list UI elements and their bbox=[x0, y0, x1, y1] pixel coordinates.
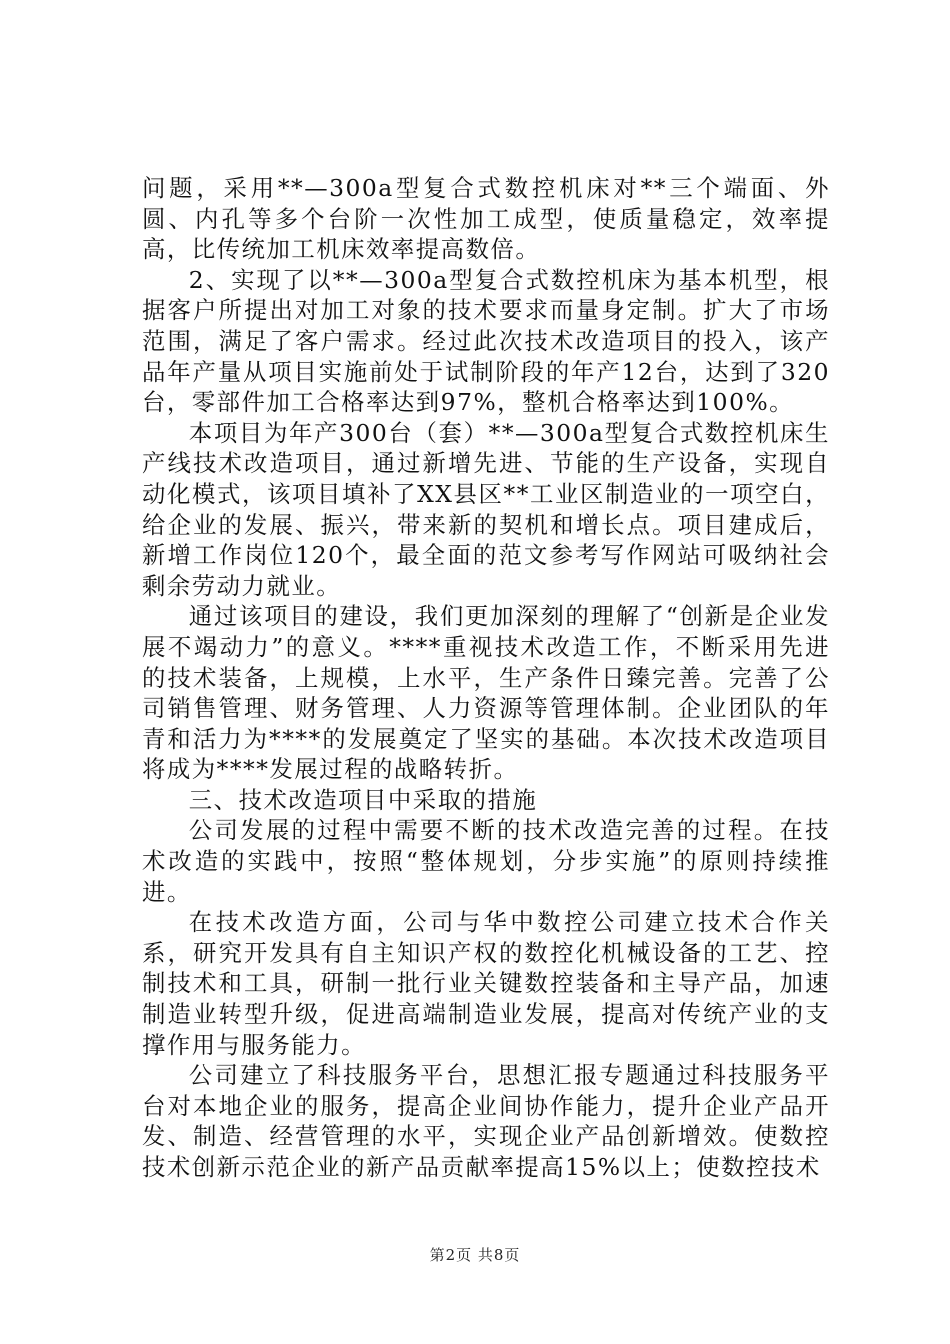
document-body bbox=[142, 173, 830, 1183]
page-number-footer: 第2页 共8页 bbox=[429, 1246, 521, 1264]
paragraph-2: 2、实现了以**—300a型复合式数控机床为基本机型，根据客户所提出对加工对象的技术要求而量身定制。扩大了市场范围，满足了客户需求。经过此次技术改造项目的投入，该产品年产量从项目实施前处于试制阶段的年产12台，达到了320台，零部件加工合格率达到97%，整机合格率达到100%。 bbox=[142, 265, 830, 417]
paragraph-3: 本项目为年产300台（套）**—300a型复合式数控机床生产线技术改造项目，通过新增先进、节能的生产设备，实现自动化模式，该项目填补了XX县区**工业区制造业的一项空白，给企业的发展、振兴，带来新的契机和增长点。项目建成后，新增工作岗位120个，最全面的范文参考写作网站可吸纳社会剩余劳动力就业。 bbox=[142, 418, 830, 600]
paragraph-5: 公司发展的过程中需要不断的技术改造完善的过程。在技术改造的实践中，按照“整体规划，分步实施”的原则持续推进。 bbox=[142, 816, 830, 906]
paragraph-6: 在技术改造方面，公司与华中数控公司建立技术合作关系，研究开发具有自主知识产权的数控化机械设备的工艺、控制技术和工具，研制一批行业关键数控装备和主导产品，加速制造业转型升级，促进高端制造业发展，提高对传统产业的支撑作用与服务能力。 bbox=[142, 908, 830, 1059]
paragraph-1: 问题，采用**—300a型复合式数控机床对**三个端面、外圆、内孔等多个台阶一次性加工成型，使质量稳定，效率提高，比传统加工机床效率提高数倍。 bbox=[142, 174, 830, 264]
paragraph-7: 公司建立了科技服务平台，思想汇报专题通过科技服务平台对本地企业的服务，提高企业间协作能力，提升企业产品开发、制造、经营管理的水平，实现企业产品创新增效。使数控技术创新示范企业的新产品贡献率提高15%以上；使数控技术 bbox=[142, 1061, 830, 1181]
paragraph-4: 通过该项目的建设，我们更加深刻的理解了“创新是企业发展不竭动力”的意义。****重视技术改造工作，不断采用先进的技术装备，上规模，上水平，生产条件日臻完善。完善了公司销售管理、财务管理、人力资源等管理体制。企业团队的年青和活力为****的发展奠定了坚实的基础。本次技术改造项目将成为****发展过程的战略转折。 bbox=[142, 602, 830, 784]
section-heading: 三、技术改造项目中采取的措施 bbox=[188, 785, 538, 814]
